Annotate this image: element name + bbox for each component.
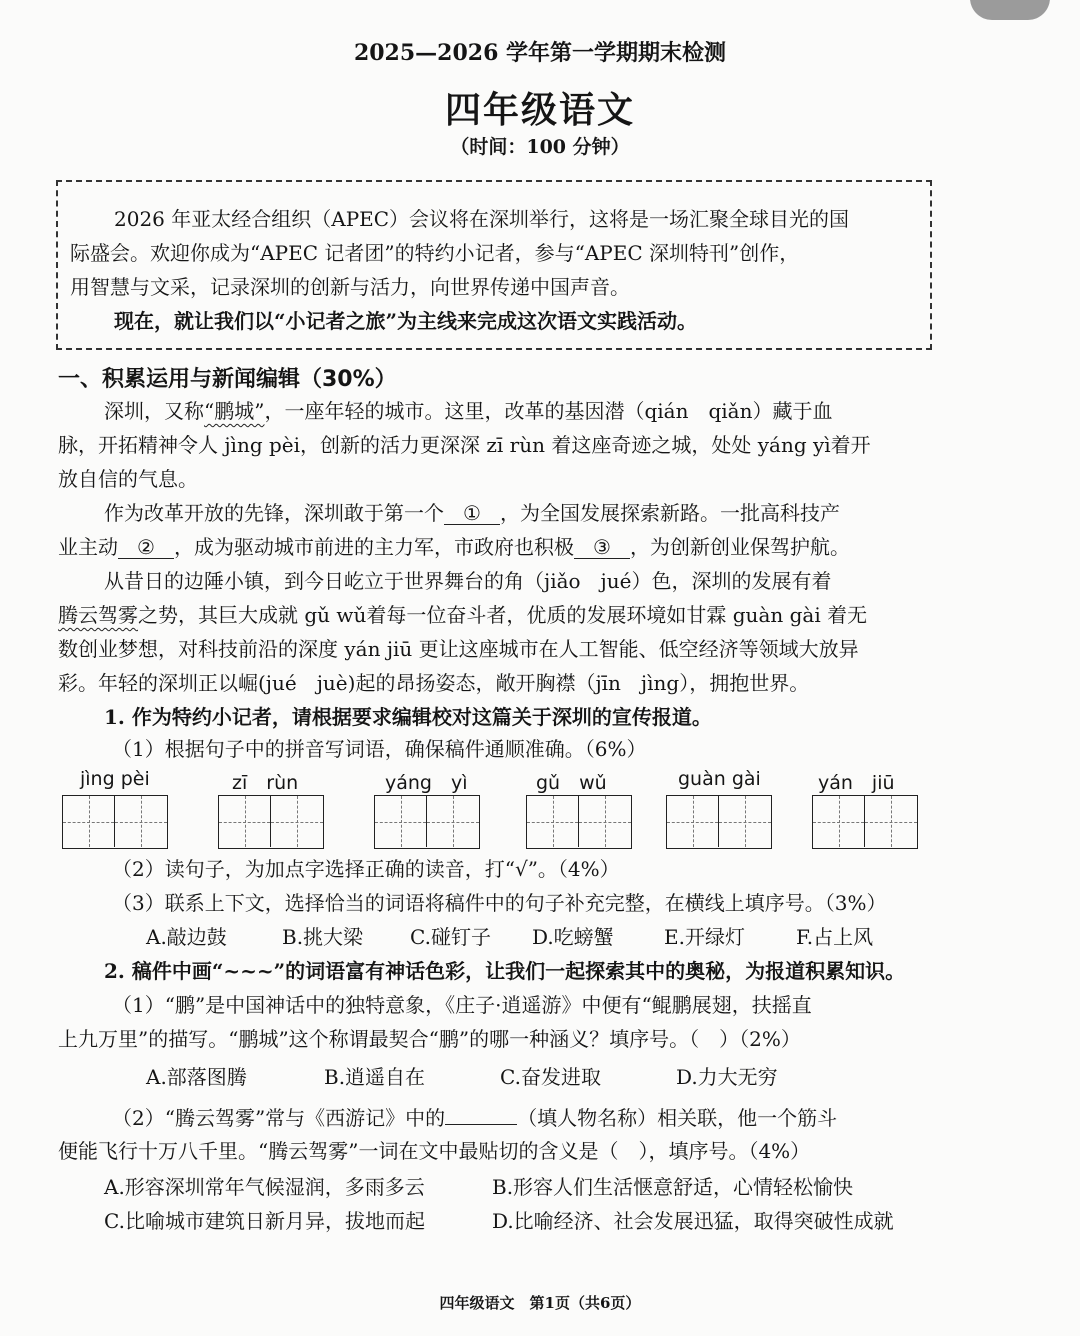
question-1-sub-3: （3）联系上下文，选择恰当的词语将稿件中的句子补充完整，在横线上填序号。（3%） — [112, 891, 887, 915]
writing-grid-1[interactable] — [62, 795, 168, 849]
section-1-title: 一、积累运用与新闻编辑（30%） — [58, 367, 397, 392]
question-2-sub-1b: 上九万里”的描写。“鹏城”这个称谓最契合“鹏”的哪一种涵义？填序号。（ ）（2%） — [58, 1027, 801, 1051]
pinyin-label-4: gǔ wǔ — [536, 772, 607, 794]
passage-line-3b: 腾云驾雾之势，其巨大成就 gǔ wǔ着每一位奋斗者，优质的发展环境如甘霖 guàn gài 着无 — [58, 603, 868, 627]
passage-line-3c: 数创业梦想，对科技前沿的深度 yán jiū 更让这座城市在人工智能、低空经济等领域大放异 — [58, 637, 859, 661]
page-footer: 四年级语文 第1页（共6页） — [439, 1294, 641, 1312]
question-2-sub-1a: （1）“鹏”是中国神话中的独特意象，《庄子·逍遥游》中便有“鲲鹏展翅，扶摇直 — [112, 993, 812, 1017]
pinyin-label-5: guàn gài — [678, 768, 761, 790]
q2-2-option-b: B.形容人们生活惬意舒适，心情轻松愉快 — [492, 1175, 854, 1199]
writing-grid-5[interactable] — [666, 795, 772, 849]
passage-line-1c: 放自信的气息。 — [58, 467, 198, 491]
question-1-sub-2: （2）读句子，为加点字选择正确的读音，打“√”。（4%） — [112, 857, 620, 881]
pinyin-label-6: yán jiū — [818, 772, 895, 794]
q1-option-a: A.敲边鼓 — [146, 925, 227, 949]
q1-option-d: D.吃螃蟹 — [532, 925, 614, 949]
q1-option-f: F.占上风 — [796, 925, 874, 949]
question-2-sub-2b: 便能飞行十万八千里。“腾云驾雾”一词在文中最贴切的含义是（ ），填序号。（4%） — [58, 1139, 811, 1163]
intro-line-1: 2026 年亚太经合组织（APEC）会议将在深圳举行，这将是一场汇聚全球目光的国 — [114, 207, 850, 231]
q1-option-c: C.碰钉子 — [410, 925, 491, 949]
passage-line-1a: 深圳，又称“鹏城”，一座年轻的城市。这里，改革的基因潜（qián qiǎn）藏于血 — [104, 399, 833, 423]
passage-line-2a: 作为改革开放的先锋，深圳敢于第一个 ① ，为全国发展探索新路。一批高科技产 — [104, 501, 840, 525]
pinyin-label-3: yáng yì — [385, 772, 468, 794]
writing-grid-4[interactable] — [526, 795, 632, 849]
intro-line-3: 用智慧与文采，记录深圳的创新与活力，向世界传递中国声音。 — [70, 275, 630, 299]
q2-option-b: B.逍遥自在 — [324, 1065, 426, 1089]
wavy-word-pengcheng: “鹏城” — [204, 399, 265, 423]
name-blank[interactable] — [445, 1104, 517, 1125]
passage-line-1b: 脉，开拓精神令人 jìng pèi，创新的活力更深深 zī rùn 着这座奇迹之城，处处 yáng yì着开 — [58, 433, 871, 457]
exam-subtitle: 2025—2026 学年第一学期期末检测 — [353, 40, 727, 66]
q2-2-option-c: C.比喻城市建筑日新月异，拔地而起 — [104, 1209, 425, 1233]
q1-option-e: E.开绿灯 — [664, 925, 745, 949]
intro-line-4: 现在，就让我们以“小记者之旅”为主线来完成这次语文实践活动。 — [114, 309, 698, 333]
pinyin-label-2: zī rùn — [232, 772, 299, 794]
passage-line-2b: 业主动 ② ，成为驱动城市前进的主力军，市政府也积极 ③ ，为创新创业保驾护航。 — [58, 535, 850, 559]
passage-line-3d: 彩。年轻的深圳正以崛(jué juè)起的昂扬姿态，敞开胸襟（jīn jìng），拥抱世界。 — [58, 671, 810, 695]
passage-line-3a: 从昔日的边陲小镇，到今日屹立于世界舞台的角（jiǎo jué）色，深圳的发展有着 — [104, 569, 832, 593]
question-1-title: 1. 作为特约小记者，请根据要求编辑校对这篇关于深圳的宣传报道。 — [104, 705, 712, 729]
pinyin-label-1: jìng pèi — [80, 768, 150, 790]
question-1-sub-1: （1）根据句子中的拼音写词语，确保稿件通顺准确。（6%） — [112, 737, 647, 761]
blank-2[interactable]: ② — [118, 536, 174, 559]
writing-grid-6[interactable] — [812, 795, 918, 849]
corner-tab — [970, 0, 1050, 20]
q2-option-a: A.部落图腾 — [146, 1065, 247, 1089]
writing-grid-3[interactable] — [374, 795, 480, 849]
wavy-word-tengyun: 腾云驾雾 — [58, 603, 138, 627]
question-2-sub-2a: （2）“腾云驾雾”常与《西游记》中的 （填人物名称）相关联，他一个筋斗 — [112, 1106, 838, 1130]
q2-option-d: D.力大无穷 — [676, 1065, 778, 1089]
q2-option-c: C.奋发进取 — [500, 1065, 601, 1089]
question-2-title: 2. 稿件中画“~~~”的词语富有神话色彩，让我们一起探索其中的奥秘，为报道积累知识。 — [104, 959, 906, 983]
q1-option-b: B.挑大梁 — [282, 925, 364, 949]
exam-time: （时间：100 分钟） — [450, 136, 630, 158]
blank-3[interactable]: ③ — [574, 536, 630, 559]
q2-2-option-a: A.形容深圳常年气候湿润，多雨多云 — [104, 1175, 425, 1199]
q2-2-option-d: D.比喻经济、社会发展迅猛，取得突破性成就 — [492, 1209, 894, 1233]
blank-1[interactable]: ① — [444, 502, 500, 525]
intro-line-2: 际盛会。欢迎你成为“APEC 记者团”的特约小记者，参与“APEC 深圳特刊”创作， — [70, 241, 800, 265]
exam-title: 四年级语文 — [444, 89, 635, 131]
writing-grid-2[interactable] — [218, 795, 324, 849]
